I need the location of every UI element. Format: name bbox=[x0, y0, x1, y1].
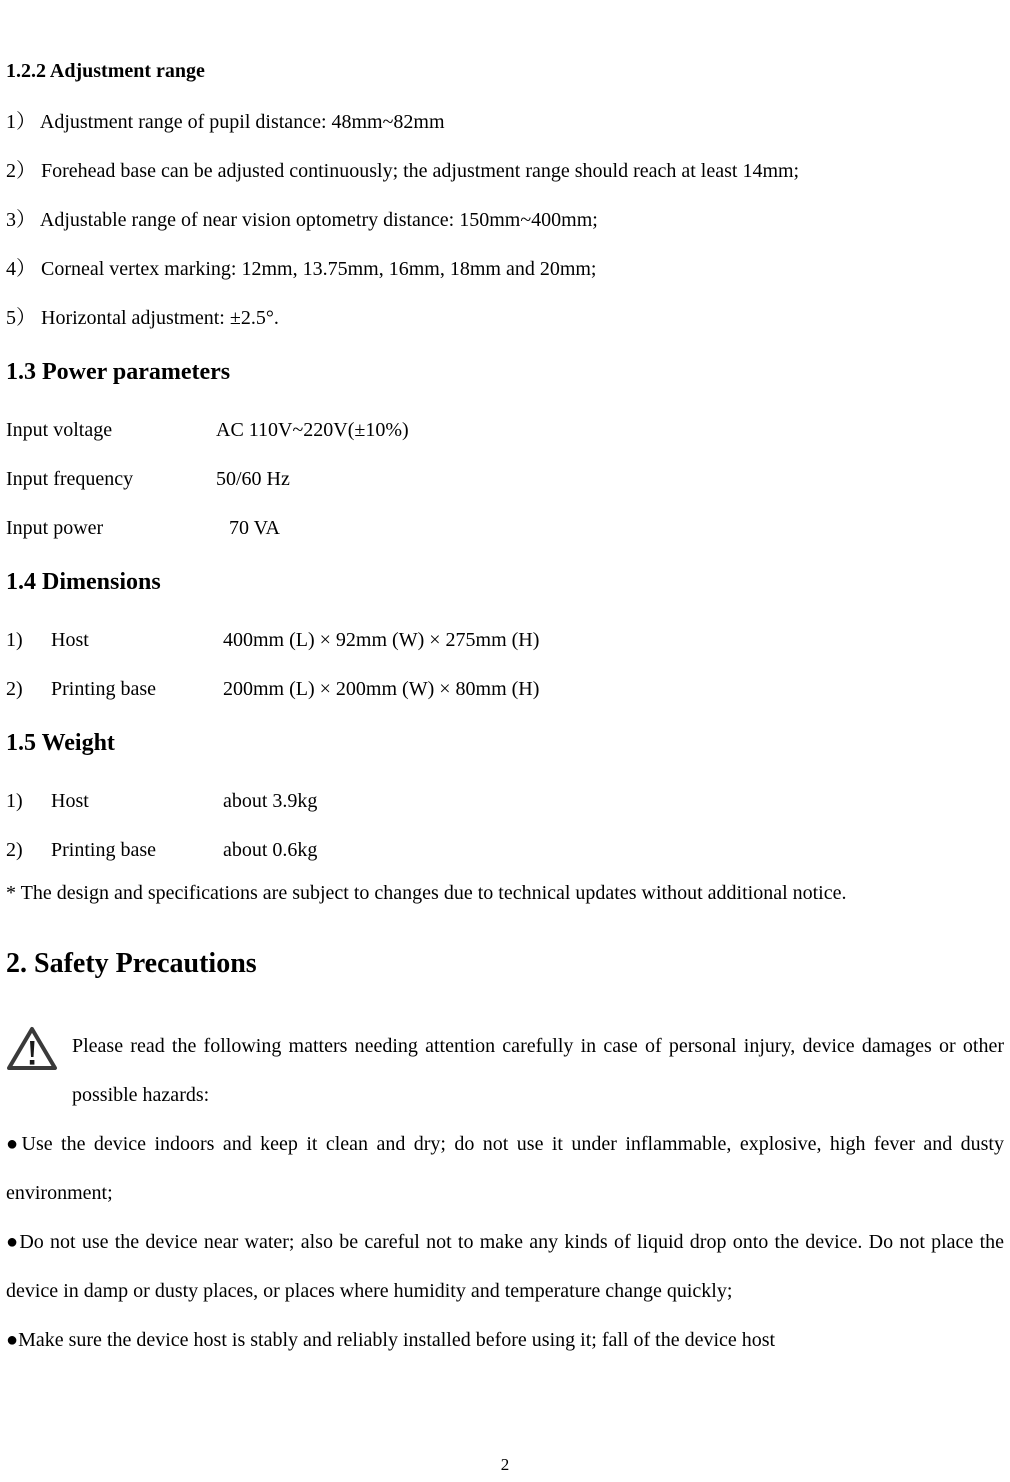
weight-value-printing-base: about 0.6kg bbox=[223, 839, 318, 861]
safety-bullet-installation: ●Make sure the device host is stably and reliably installed before using it; fall of the device host bbox=[6, 1329, 776, 1351]
weight-value-host: about 3.9kg bbox=[223, 790, 318, 812]
power-row-power bbox=[6, 504, 1004, 553]
section-heading-adjustment-range: 1.2.2 Adjustment range bbox=[6, 60, 205, 82]
safety-bullet-indoors: ●Use the device indoors and keep it clean and dry; do not use it under inflammable, explosive, high fever and dusty environment; bbox=[6, 1133, 1004, 1204]
weight-num-host: 1) bbox=[6, 790, 23, 812]
adjustment-item-1: 1） Adjustment range of pupil distance: 48mm~82mm bbox=[6, 111, 445, 133]
power-row-frequency bbox=[6, 455, 1004, 504]
safety-intro-paragraph bbox=[6, 1022, 1004, 1120]
section-heading-safety-precautions: 2. Safety Precautions bbox=[6, 948, 257, 979]
dimensions-value-host: 400mm (L) × 92mm (W) × 275mm (H) bbox=[223, 629, 540, 651]
dimensions-value-printing-base: 200mm (L) × 200mm (W) × 80mm (H) bbox=[223, 678, 540, 700]
power-label-voltage: Input voltage bbox=[6, 419, 113, 441]
adjustment-item-5: 5） Horizontal adjustment: ±2.5°. bbox=[6, 307, 279, 329]
power-row-voltage bbox=[6, 406, 1004, 455]
weight-label-host: Host bbox=[51, 790, 89, 812]
weight-num-printing-base: 2) bbox=[6, 839, 23, 861]
design-change-note: * The design and specifications are subject to changes due to technical updates without additional notice. bbox=[6, 882, 847, 904]
power-label-power: Input power bbox=[6, 517, 104, 539]
section-heading-weight: 1.5 Weight bbox=[6, 730, 115, 756]
safety-intro-text: Please read the following matters needing attention carefully in case of personal injury, device damages or other possible hazards: bbox=[72, 1035, 1004, 1106]
power-value-voltage: AC 110V~220V(±10%) bbox=[216, 419, 409, 441]
weight-row-printing-base bbox=[6, 826, 1004, 875]
adjustment-item-2: 2） Forehead base can be adjusted continuously; the adjustment range should reach at least 14mm; bbox=[6, 160, 800, 182]
dimensions-row-printing-base bbox=[6, 665, 1004, 714]
adjustment-item-3: 3） Adjustable range of near vision optometry distance: 150mm~400mm; bbox=[6, 209, 598, 231]
power-value-frequency: 50/60 Hz bbox=[216, 468, 290, 490]
dimensions-label-printing-base: Printing base bbox=[51, 678, 156, 700]
page-number: 2 bbox=[500, 1455, 510, 1474]
dimensions-row-host bbox=[6, 616, 1004, 665]
power-value-power: 70 VA bbox=[229, 517, 280, 539]
weight-row-host bbox=[6, 777, 1004, 826]
safety-bullet-water: ●Do not use the device near water; also be careful not to make any kinds of liquid drop onto the device. Do not place the device in damp or dusty places, or places where humidity and temperature change quickly; bbox=[6, 1231, 1004, 1302]
power-label-frequency: Input frequency bbox=[6, 468, 134, 490]
section-heading-power-parameters: 1.3 Power parameters bbox=[6, 359, 231, 385]
warning-triangle-icon bbox=[6, 1025, 58, 1072]
dimensions-num-printing-base: 2) bbox=[6, 678, 23, 700]
dimensions-label-host: Host bbox=[51, 629, 89, 651]
adjustment-item-4: 4） Corneal vertex marking: 12mm, 13.75mm, 16mm, 18mm and 20mm; bbox=[6, 258, 597, 280]
section-heading-dimensions: 1.4 Dimensions bbox=[6, 569, 161, 595]
weight-label-printing-base: Printing base bbox=[51, 839, 156, 861]
dimensions-num-host: 1) bbox=[6, 629, 23, 651]
